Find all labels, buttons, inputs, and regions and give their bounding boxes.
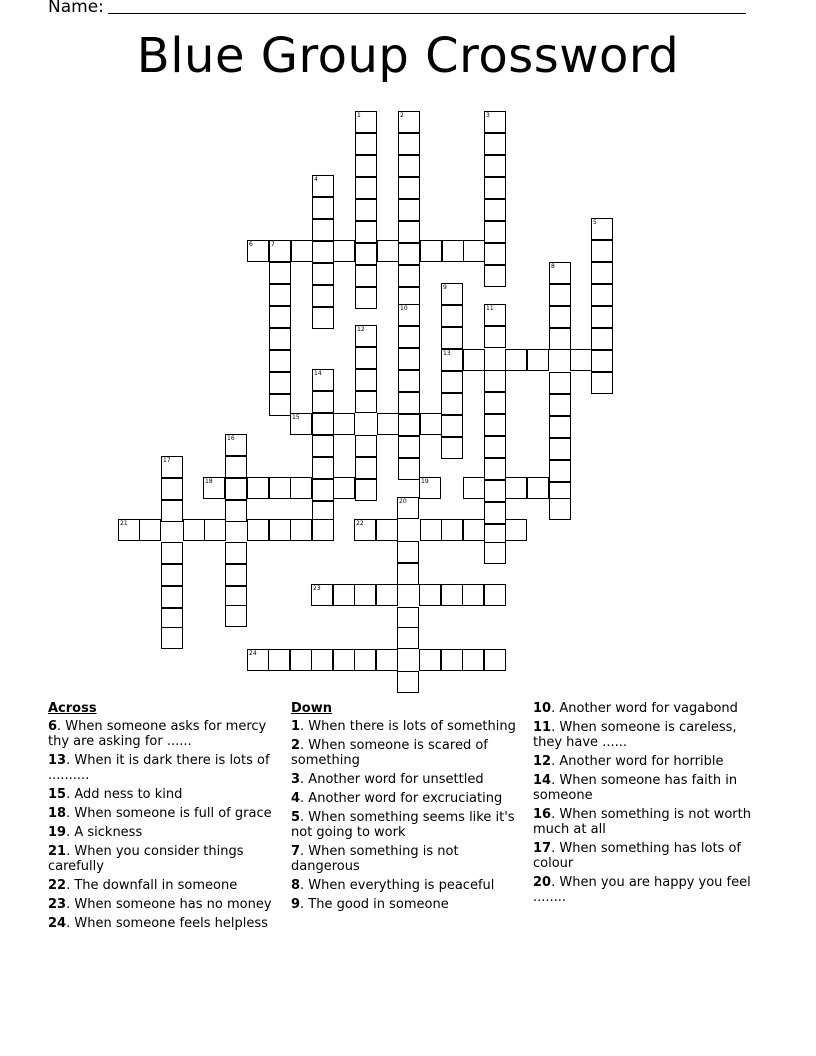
crossword-cell[interactable] xyxy=(225,456,247,478)
clue-item xyxy=(291,772,516,787)
crossword-cell[interactable] xyxy=(398,370,420,392)
crossword-cell[interactable] xyxy=(484,304,506,326)
crossword-cell[interactable] xyxy=(355,325,377,347)
clue-number: 6 xyxy=(48,719,58,734)
cell-number: 19 xyxy=(421,478,429,485)
clue-item xyxy=(48,844,278,874)
crossword-cell[interactable] xyxy=(462,649,484,671)
clue-text: . Another word for horrible xyxy=(551,754,724,769)
crossword-cell[interactable] xyxy=(484,458,506,480)
clue-item xyxy=(48,897,278,912)
crossword-cell[interactable] xyxy=(549,262,571,284)
clue-text: . Add ness to kind xyxy=(66,787,183,802)
clue-item xyxy=(533,807,763,837)
crossword-cell[interactable] xyxy=(161,500,183,522)
cell-number: 24 xyxy=(249,650,257,657)
clue-number: 7 xyxy=(291,844,301,859)
crossword-cell[interactable] xyxy=(463,349,485,371)
clue-text: . When someone feels helpless xyxy=(66,916,268,931)
crossword-cell[interactable] xyxy=(312,307,334,329)
crossword-cell[interactable] xyxy=(549,438,571,460)
cell-number: 11 xyxy=(486,305,494,312)
crossword-cell[interactable] xyxy=(591,262,613,284)
crossword-cell[interactable] xyxy=(484,326,506,348)
clue-number: 19 xyxy=(48,825,67,840)
crossword-cell[interactable] xyxy=(398,155,420,177)
crossword-cell[interactable] xyxy=(355,177,377,199)
crossword-cell[interactable] xyxy=(269,350,291,372)
crossword-cell[interactable] xyxy=(376,584,398,606)
crossword-cell[interactable] xyxy=(419,477,441,499)
crossword-cell[interactable] xyxy=(161,456,183,478)
crossword-cell[interactable] xyxy=(355,479,377,501)
crossword-cell[interactable] xyxy=(204,519,226,541)
crossword-cell[interactable] xyxy=(549,284,571,306)
clue-number: 17 xyxy=(533,841,552,856)
crossword-cell[interactable] xyxy=(441,371,463,393)
crossword-cell[interactable] xyxy=(225,542,247,564)
crossword-cell[interactable] xyxy=(397,627,419,649)
crossword-cell[interactable] xyxy=(420,240,442,262)
crossword-cell[interactable] xyxy=(441,437,463,459)
crossword-cell[interactable] xyxy=(247,240,269,262)
crossword-cell[interactable] xyxy=(591,306,613,328)
crossword-cell[interactable] xyxy=(333,413,355,435)
cell-number: 10 xyxy=(400,305,408,312)
crossword-cell[interactable] xyxy=(398,326,420,348)
crossword-cell[interactable] xyxy=(269,306,291,328)
crossword-cell[interactable] xyxy=(397,497,419,519)
crossword-cell[interactable] xyxy=(225,605,247,627)
cell-number: 15 xyxy=(292,414,300,421)
clue-item xyxy=(48,719,278,749)
crossword-cell[interactable] xyxy=(312,413,334,435)
clue-item xyxy=(533,875,763,905)
across-heading: Across xyxy=(48,701,97,716)
crossword-cell[interactable] xyxy=(398,392,420,414)
crossword-cell[interactable] xyxy=(527,349,549,371)
cell-number: 1 xyxy=(357,112,361,119)
crossword-cell[interactable] xyxy=(442,240,464,262)
crossword-cell[interactable] xyxy=(311,649,333,671)
clue-text: . When something has lots of colour xyxy=(533,841,741,871)
crossword-cell[interactable] xyxy=(591,350,613,372)
crossword-cell[interactable] xyxy=(225,434,247,456)
crossword-cell[interactable] xyxy=(225,500,247,522)
crossword-cell[interactable] xyxy=(591,284,613,306)
crossword-cell[interactable] xyxy=(398,458,420,480)
clue-item xyxy=(533,754,763,769)
crossword-cell[interactable] xyxy=(484,177,506,199)
crossword-cell[interactable] xyxy=(549,372,571,394)
cell-number: 8 xyxy=(551,263,555,270)
clue-number: 9 xyxy=(291,897,301,912)
crossword-cell[interactable] xyxy=(290,649,312,671)
crossword-cell[interactable] xyxy=(354,584,376,606)
crossword-cell[interactable] xyxy=(484,414,506,436)
clue-number: 24 xyxy=(48,916,67,931)
crossword-cell[interactable] xyxy=(247,649,269,671)
cell-number: 14 xyxy=(314,370,322,377)
crossword-cell[interactable] xyxy=(505,349,527,371)
crossword-cell[interactable] xyxy=(247,519,269,541)
crossword-cell[interactable] xyxy=(397,563,419,585)
crossword-cell[interactable] xyxy=(398,177,420,199)
cell-number: 20 xyxy=(399,498,407,505)
clue-text: . A sickness xyxy=(66,825,143,840)
cell-number: 16 xyxy=(227,435,235,442)
crossword-cell[interactable] xyxy=(355,391,377,413)
crossword-cell[interactable] xyxy=(269,372,291,394)
crossword-cell[interactable] xyxy=(291,240,313,262)
clue-text: . When someone asks for mercy thy are asking for ...... xyxy=(48,719,267,749)
crossword-cell[interactable] xyxy=(441,584,463,606)
crossword-cell[interactable] xyxy=(398,111,420,133)
crossword-cell[interactable] xyxy=(527,477,549,499)
clue-text: . When something is not dangerous xyxy=(291,844,459,874)
down-heading: Down xyxy=(291,701,332,716)
crossword-cell[interactable] xyxy=(312,263,334,285)
clue-text: . When you consider things carefully xyxy=(48,844,244,874)
crossword-cell[interactable] xyxy=(355,221,377,243)
crossword-cell[interactable] xyxy=(377,413,399,435)
clue-item xyxy=(291,791,516,806)
crossword-cell[interactable] xyxy=(355,111,377,133)
clue-item xyxy=(533,701,763,716)
crossword-cell[interactable] xyxy=(376,519,398,541)
clue-text: . When someone has no money xyxy=(66,897,272,912)
crossword-cell[interactable] xyxy=(312,391,334,413)
crossword-cell[interactable] xyxy=(397,541,419,563)
clue-number: 15 xyxy=(48,787,67,802)
crossword-cell[interactable] xyxy=(398,133,420,155)
crossword-cell[interactable] xyxy=(354,649,376,671)
crossword-cell[interactable] xyxy=(118,519,140,541)
crossword-cell[interactable] xyxy=(268,649,290,671)
crossword-cell[interactable] xyxy=(355,155,377,177)
cell-number: 17 xyxy=(163,457,171,464)
crossword-cell[interactable] xyxy=(161,586,183,608)
clue-text: . When there is lots of something xyxy=(300,719,516,734)
clue-number: 4 xyxy=(291,791,301,806)
clue-number: 1 xyxy=(291,719,301,734)
crossword-cell[interactable] xyxy=(225,478,247,500)
crossword-cell[interactable] xyxy=(549,306,571,328)
cell-number: 13 xyxy=(443,350,451,357)
crossword-cell[interactable] xyxy=(269,519,291,541)
crossword-cell[interactable] xyxy=(484,221,506,243)
cell-number: 12 xyxy=(357,326,365,333)
cell-number: 21 xyxy=(120,520,128,527)
clue-text: . The good in someone xyxy=(300,897,449,912)
crossword-cell[interactable] xyxy=(398,348,420,370)
clue-item xyxy=(48,916,278,931)
clue-number: 23 xyxy=(48,897,67,912)
crossword-cell[interactable] xyxy=(484,155,506,177)
crossword-cell[interactable] xyxy=(484,243,506,265)
cell-number: 18 xyxy=(205,478,213,485)
crossword-cell[interactable] xyxy=(355,265,377,287)
cell-number: 5 xyxy=(593,219,597,226)
clue-item xyxy=(533,773,763,803)
crossword-cell[interactable] xyxy=(354,519,376,541)
crossword-cell[interactable] xyxy=(505,477,527,499)
crossword-cell[interactable] xyxy=(355,457,377,479)
crossword-cell[interactable] xyxy=(355,243,377,265)
cell-number: 2 xyxy=(400,112,404,119)
crossword-cell[interactable] xyxy=(398,436,420,458)
clue-text: . When something is not worth much at all xyxy=(533,807,751,837)
crossword-cell[interactable] xyxy=(441,349,463,371)
crossword-cell[interactable] xyxy=(441,327,463,349)
crossword-cell[interactable] xyxy=(463,477,485,499)
clue-text: . Another word for vagabond xyxy=(551,701,738,716)
crossword-cell[interactable] xyxy=(591,372,613,394)
crossword-cell[interactable] xyxy=(591,218,613,240)
crossword-cell[interactable] xyxy=(549,460,571,482)
crossword-cell[interactable] xyxy=(441,519,463,541)
crossword-cell[interactable] xyxy=(397,607,419,629)
clue-number: 20 xyxy=(533,875,552,890)
cell-number: 9 xyxy=(443,284,447,291)
crossword-cell[interactable] xyxy=(290,413,312,435)
crossword-cell[interactable] xyxy=(269,284,291,306)
clue-text: . The downfall in someone xyxy=(66,878,238,893)
clue-number: 16 xyxy=(533,807,552,822)
clue-text: . When something seems like it's not going to work xyxy=(291,810,515,840)
crossword-cell[interactable] xyxy=(570,349,592,371)
crossword-cell[interactable] xyxy=(462,584,484,606)
clue-number: 10 xyxy=(533,701,552,716)
across-clues xyxy=(48,701,278,935)
crossword-cell[interactable] xyxy=(549,416,571,438)
name-label: Name: xyxy=(48,0,104,17)
crossword-cell[interactable] xyxy=(333,477,355,499)
crossword-cell[interactable] xyxy=(183,519,205,541)
crossword-cell[interactable] xyxy=(376,649,398,671)
down-clues-continued xyxy=(533,701,763,909)
crossword-cell[interactable] xyxy=(441,415,463,437)
cell-number: 3 xyxy=(486,112,490,119)
clue-item xyxy=(533,841,763,871)
crossword-cell[interactable] xyxy=(549,394,571,416)
crossword-cell[interactable] xyxy=(355,347,377,369)
clue-text: . Another word for excruciating xyxy=(300,791,503,806)
cell-number: 22 xyxy=(356,520,364,527)
crossword-cell[interactable] xyxy=(484,133,506,155)
clue-item xyxy=(291,810,516,840)
crossword-cell[interactable] xyxy=(484,584,506,606)
crossword-cell[interactable] xyxy=(312,175,334,197)
clue-number: 13 xyxy=(48,753,67,768)
crossword-cell[interactable] xyxy=(269,394,291,416)
crossword-cell[interactable] xyxy=(419,584,441,606)
clue-number: 2 xyxy=(291,738,301,753)
crossword-cell[interactable] xyxy=(312,435,334,457)
crossword-cell[interactable] xyxy=(549,498,571,520)
clue-text: . When someone has faith in someone xyxy=(533,773,738,803)
clue-text: . When it is dark there is lots of .......... xyxy=(48,753,270,783)
clue-text: . When you are happy you feel ........ xyxy=(533,875,751,905)
clue-number: 18 xyxy=(48,806,67,821)
crossword-cell[interactable] xyxy=(484,199,506,221)
crossword-cell[interactable] xyxy=(161,564,183,586)
clue-text: . When everything is peaceful xyxy=(300,878,495,893)
clue-item xyxy=(48,787,278,802)
crossword-cell[interactable] xyxy=(312,197,334,219)
crossword-cell[interactable] xyxy=(397,671,419,693)
clue-text: . When someone is careless, they have ...... xyxy=(533,720,737,750)
crossword-cell[interactable] xyxy=(484,111,506,133)
clue-number: 8 xyxy=(291,878,301,893)
clue-text: . When someone is full of grace xyxy=(66,806,272,821)
clue-number: 14 xyxy=(533,773,552,788)
crossword-cell[interactable] xyxy=(420,519,442,541)
crossword-cell[interactable] xyxy=(591,328,613,350)
crossword-cell[interactable] xyxy=(312,479,334,501)
crossword-cell[interactable] xyxy=(269,240,291,262)
crossword-cell[interactable] xyxy=(484,502,506,524)
crossword-cell[interactable] xyxy=(398,414,420,436)
clue-item xyxy=(48,753,278,783)
clue-number: 22 xyxy=(48,878,67,893)
crossword-cell[interactable] xyxy=(311,584,333,606)
crossword-cell[interactable] xyxy=(333,584,355,606)
crossword-cell[interactable] xyxy=(441,649,463,671)
crossword-cell[interactable] xyxy=(398,221,420,243)
crossword-cell[interactable] xyxy=(290,477,312,499)
crossword-cell[interactable] xyxy=(355,369,377,391)
clue-item xyxy=(48,806,278,821)
crossword-cell[interactable] xyxy=(269,477,291,499)
clue-number: 3 xyxy=(291,772,301,787)
crossword-cell[interactable] xyxy=(420,413,442,435)
crossword-cell[interactable] xyxy=(398,265,420,287)
crossword-cell[interactable] xyxy=(398,199,420,221)
clue-item xyxy=(291,738,516,768)
crossword-cell[interactable] xyxy=(203,477,225,499)
crossword-cell[interactable] xyxy=(484,542,506,564)
clue-item xyxy=(291,897,516,912)
crossword-cell[interactable] xyxy=(441,305,463,327)
clue-item xyxy=(291,719,516,734)
crossword-cell[interactable] xyxy=(161,627,183,649)
crossword-cell[interactable] xyxy=(484,370,506,392)
crossword-cell[interactable] xyxy=(312,519,334,541)
crossword-cell[interactable] xyxy=(463,519,485,541)
clue-item xyxy=(291,844,516,874)
clue-text: . Another word for unsettled xyxy=(300,772,484,787)
cell-number: 7 xyxy=(271,241,275,248)
clue-text: . When someone is scared of something xyxy=(291,738,488,768)
cell-number: 23 xyxy=(313,585,321,592)
crossword-cell[interactable] xyxy=(441,283,463,305)
clue-item xyxy=(48,878,278,893)
crossword-cell[interactable] xyxy=(269,328,291,350)
clue-number: 5 xyxy=(291,810,301,825)
crossword-cell[interactable] xyxy=(398,243,420,265)
crossword-cell[interactable] xyxy=(484,480,506,502)
page-title: Blue Group Crossword xyxy=(136,28,680,84)
crossword-cell[interactable] xyxy=(225,564,247,586)
clue-item xyxy=(533,720,763,750)
crossword-cell[interactable] xyxy=(161,542,183,564)
crossword-cell[interactable] xyxy=(484,649,506,671)
crossword-cell[interactable] xyxy=(247,477,269,499)
crossword-cell[interactable] xyxy=(139,519,161,541)
crossword-cell[interactable] xyxy=(419,649,441,671)
crossword-cell[interactable] xyxy=(312,241,334,263)
crossword-cell[interactable] xyxy=(312,285,334,307)
down-clues xyxy=(291,701,516,916)
crossword-cell[interactable] xyxy=(161,478,183,500)
crossword-cell[interactable] xyxy=(333,240,355,262)
crossword-cell[interactable] xyxy=(377,240,399,262)
crossword-cell[interactable] xyxy=(312,369,334,391)
clue-number: 21 xyxy=(48,844,67,859)
crossword-cell[interactable] xyxy=(484,392,506,414)
crossword-cell[interactable] xyxy=(312,219,334,241)
crossword-cell[interactable] xyxy=(333,649,355,671)
crossword-cell[interactable] xyxy=(290,519,312,541)
clue-number: 12 xyxy=(533,754,552,769)
crossword-cell[interactable] xyxy=(505,519,527,541)
crossword-cell[interactable] xyxy=(355,133,377,155)
cell-number: 6 xyxy=(249,241,253,248)
crossword-cell[interactable] xyxy=(441,393,463,415)
crossword-cell[interactable] xyxy=(312,457,334,479)
crossword-cell[interactable] xyxy=(269,262,291,284)
crossword-cell[interactable] xyxy=(549,328,571,350)
crossword-cell[interactable] xyxy=(463,240,485,262)
crossword-cell[interactable] xyxy=(355,199,377,221)
crossword-cell[interactable] xyxy=(484,436,506,458)
crossword-cell[interactable] xyxy=(355,287,377,309)
clue-number: 11 xyxy=(533,720,552,735)
crossword-cell[interactable] xyxy=(484,265,506,287)
crossword-cell[interactable] xyxy=(398,304,420,326)
clue-item xyxy=(48,825,278,840)
crossword-cell[interactable] xyxy=(591,240,613,262)
cell-number: 4 xyxy=(314,176,318,183)
crossword-cell[interactable] xyxy=(355,435,377,457)
clue-item xyxy=(291,878,516,893)
